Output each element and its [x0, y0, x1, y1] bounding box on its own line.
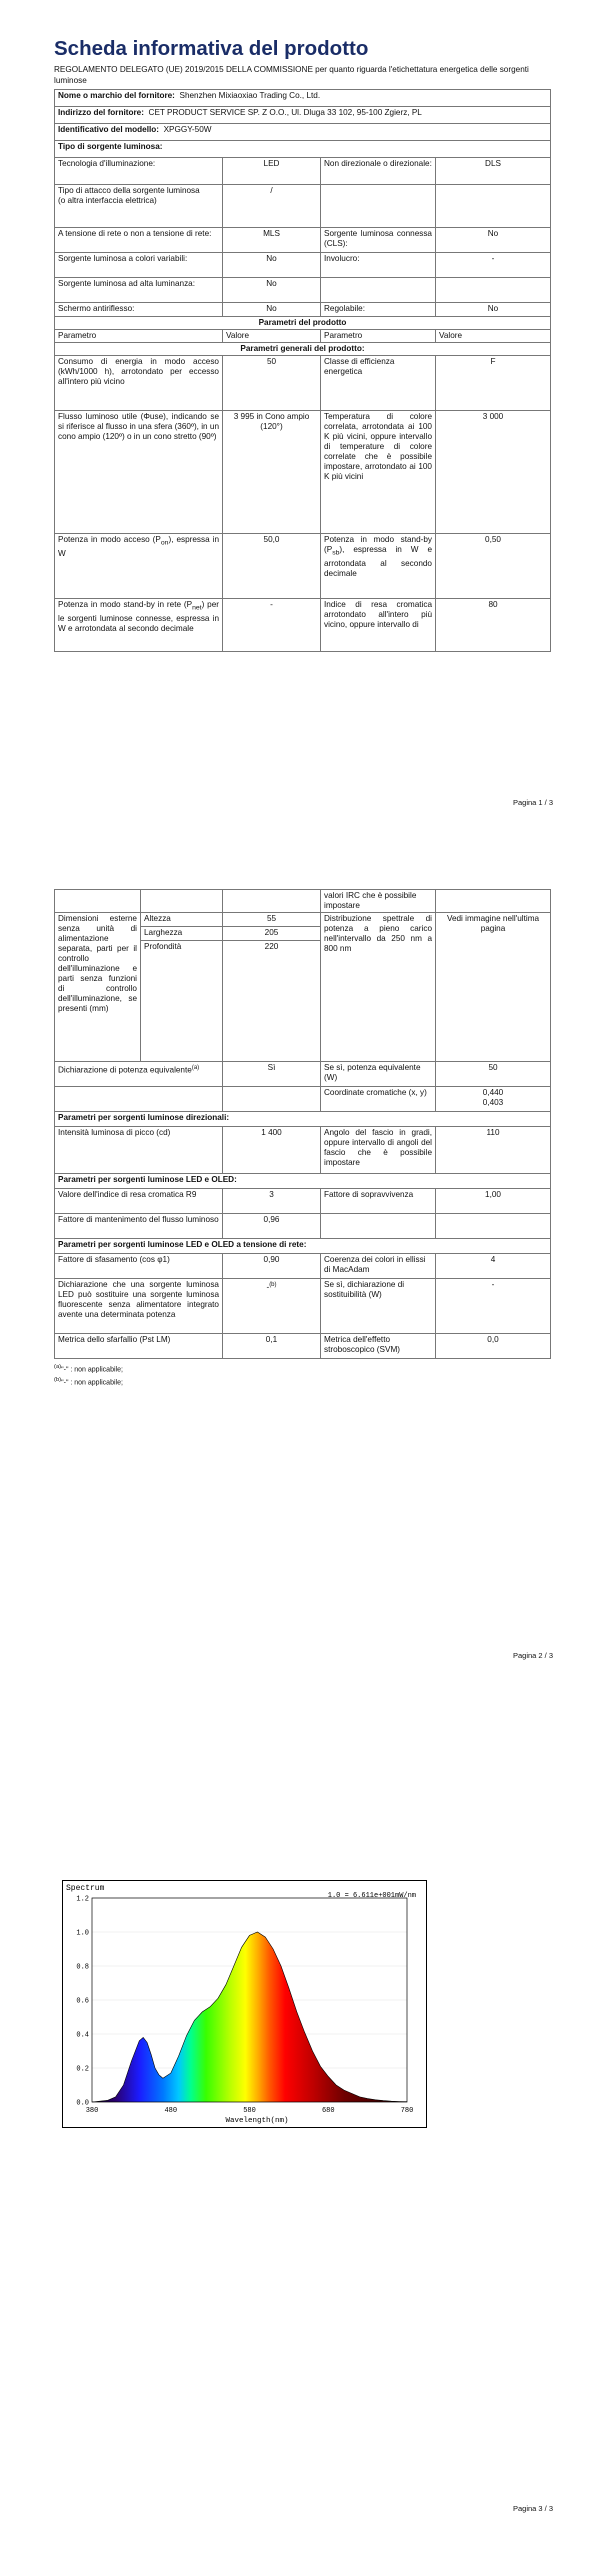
y-tick-label: 1.2 — [76, 1895, 89, 1904]
chroma-label: Coordinate cromatiche (x, y) — [321, 1087, 436, 1112]
supplier-name-value: Shenzhen Mixiaoxiao Trading Co., Ltd. — [179, 91, 321, 100]
energy-row — [55, 356, 551, 411]
model-value: XPGGY-50W — [163, 125, 212, 134]
column-header-row — [55, 330, 551, 343]
cri-cont-label: valori IRC che è possibile impostare — [321, 890, 436, 913]
cri-cont-row — [55, 890, 551, 913]
power-on-label: Potenza in modo acceso $(P_{on})$, espressa in W — [55, 534, 223, 599]
model-label: Identificativo del modello: — [58, 125, 159, 134]
supplier-name-label: Nome o marchio del fornitore: — [58, 91, 175, 100]
survival-label: Fattore di sopravvivenza — [321, 1189, 436, 1214]
technology-row — [55, 158, 551, 185]
beam-label: Angolo del fascio in gradi, oppure intervallo di angoli del fascio che è possibile impostare — [321, 1127, 436, 1174]
product-info-table-continued — [54, 889, 551, 1359]
beam-value: 110 — [436, 1127, 551, 1174]
chroma-row — [55, 1087, 551, 1112]
replace-label: Dichiarazione che una sorgente luminosa LED può sostituire una sorgente luminosa fluorescente senza alimentatore integrato avente una determinata potenza — [55, 1279, 223, 1334]
general-header-row — [55, 343, 551, 356]
cri-value: 80 — [436, 599, 551, 652]
width-label: Larghezza — [141, 927, 223, 941]
spectrum-chart — [62, 1880, 427, 2128]
lumen-maint-label: Fattore di mantenimento del flusso luminoso — [55, 1214, 223, 1239]
x-tick-label: 380 — [85, 2107, 99, 2115]
anti-glare-row — [55, 303, 551, 317]
y-tick-label: 0.6 — [76, 1997, 89, 2006]
x-tick-label: 480 — [164, 2107, 178, 2115]
dir-header: Parametri per sorgenti luminose direzionali: — [55, 1112, 551, 1127]
page-1-content — [54, 36, 550, 652]
connected-label: Sorgente luminosa connessa (CLS): — [321, 228, 436, 253]
footnotes — [54, 1362, 550, 1389]
mains-row — [55, 228, 551, 253]
pf-row — [55, 1254, 551, 1279]
footnote-a: $^{(a)}$"-" : non applicabile; — [54, 1364, 123, 1374]
x-tick-label: 680 — [321, 2107, 335, 2115]
high-luminance-row — [55, 278, 551, 303]
lumen-maint-row — [55, 1214, 551, 1239]
class-label: Classe di efficienza energetica — [321, 356, 436, 411]
peak-row — [55, 1127, 551, 1174]
page-3 — [0, 1706, 603, 2559]
pf-value: 0,90 — [223, 1254, 321, 1279]
footnote-b: $^{(b)}$"-" : non applicabile; — [54, 1377, 123, 1387]
x-tick-label: 780 — [400, 2107, 414, 2115]
r9-row — [55, 1189, 551, 1214]
page-1 — [0, 0, 603, 853]
standby-value: 0,50 — [436, 534, 551, 599]
cct-value: 3 000 — [436, 411, 551, 534]
flicker-value: 0,1 — [223, 1334, 321, 1359]
dimmable-value: No — [436, 303, 551, 317]
led-header: Parametri per sorgenti luminose LED e OLED: — [55, 1174, 551, 1189]
y-tick-label: 0.4 — [76, 2031, 89, 2040]
connected-value: No — [436, 228, 551, 253]
params-header: Parametri del prodotto — [55, 317, 551, 330]
col-param-1: Parametro — [55, 330, 223, 343]
mains-led-header: Parametri per sorgenti luminose LED e OLED a tensione di rete: — [55, 1239, 551, 1254]
tech-label: Tecnologia d'illuminazione: — [55, 158, 223, 185]
flux-row — [55, 411, 551, 534]
r9-value: 3 — [223, 1189, 321, 1214]
mains-label: A tensione di rete o non a tensione di rete: — [55, 228, 223, 253]
equiv-w-value: 50 — [436, 1062, 551, 1087]
class-value: F — [436, 356, 551, 411]
power-on-value: 50,0 — [223, 534, 321, 599]
equiv-w-label: Se sì, potenza equivalente (W) — [321, 1062, 436, 1087]
nondir-label: Non direzionale o direzionale: — [321, 158, 436, 185]
led-header-row — [55, 1174, 551, 1189]
anti-glare-label: Schermo antiriflesso: — [55, 303, 223, 317]
flicker-row — [55, 1334, 551, 1359]
product-info-table — [54, 89, 551, 652]
pf-label: Fattore di sfasamento (cos φ1) — [55, 1254, 223, 1279]
cap-label: Tipo di attacco della sorgente luminosa — [58, 186, 200, 195]
macadam-label: Coerenza dei colori in ellissi di MacAdam — [321, 1254, 436, 1279]
envelope-label: Involucro: — [321, 253, 436, 278]
params-header-row — [55, 317, 551, 330]
chroma-y: 0,403 — [482, 1098, 504, 1107]
cap-row — [55, 185, 551, 228]
height-label: Altezza — [141, 913, 223, 927]
chroma-x: 0,440 — [482, 1088, 504, 1097]
replace-w-value: - — [436, 1279, 551, 1334]
page-number-3: Pagina 3 / 3 — [512, 2504, 553, 2513]
spd-label: Distribuzione spettrale di potenza a pieno carico nell'intervallo da 250 nm a 800 nm — [321, 913, 436, 1062]
svm-value: 0,0 — [436, 1334, 551, 1359]
cri-label: Indice di resa cromatica arrotondato all'intero più vicino, oppure intervallo di — [321, 599, 436, 652]
tech-value: LED — [223, 158, 321, 185]
chart-title: Spectrum — [66, 1884, 105, 1893]
colour-tunable-row — [55, 253, 551, 278]
replace-row — [55, 1279, 551, 1334]
page-number-2: Pagina 2 / 3 — [512, 1651, 553, 1660]
envelope-value: - — [436, 253, 551, 278]
net-standby-row — [55, 599, 551, 652]
nondir-value: DLS — [436, 158, 551, 185]
source-type-row — [55, 141, 551, 158]
model-row — [55, 124, 551, 141]
equiv-row — [55, 1062, 551, 1087]
width-value: 205 — [223, 927, 321, 941]
flux-value: 3 995 in Cono ampio (120°) — [223, 411, 321, 534]
net-standby-value: - — [223, 599, 321, 652]
replace-value: -$^{(b)}$ — [223, 1279, 321, 1334]
flicker-label: Metrica dello sfarfallio (Pst LM) — [55, 1334, 223, 1359]
page-number-1: Pagina 1 / 3 — [512, 798, 553, 807]
peak-label: Intensità luminosa di picco (cd) — [55, 1127, 223, 1174]
r9-label: Valore dell'indice di resa cromatica R9 — [55, 1189, 223, 1214]
chart-annotation: 1.0 = 6.611e+001mW/nm — [327, 1892, 416, 1900]
depth-label: Profondità — [141, 941, 223, 1062]
supplier-name-row — [55, 90, 551, 107]
regulation-text: REGOLAMENTO DELEGATO (UE) 2019/2015 DELLA COMMISSIONE per quanto riguarda l'etichettatura energetica delle sorgenti luminose — [54, 65, 529, 85]
colour-tunable-value: No — [223, 253, 321, 278]
dims-label: Dimensioni esterne senza unità di alimentazione separata, parti per il controllo dell'illuminazione e parti senza funzioni di controllo dell'illuminazione, se presenti (mm) — [55, 913, 141, 1062]
equiv-value: Sì — [223, 1062, 321, 1087]
dimmable-label: Regolabile: — [321, 303, 436, 317]
supplier-address-value: CET PRODUCT SERVICE SP. Z O.O., Ul. Dluga 33 102, 95-100 Zgierz, PL — [148, 108, 422, 117]
y-tick-label: 0.0 — [76, 2099, 89, 2108]
source-type-label: Tipo di sorgente luminosa: — [55, 141, 551, 158]
flux-label: Flusso luminoso utile (Φuse), indicando se si riferisce al flusso in una sfera (360º), in un cono ampio (120º) o in un cono stretto (90º) — [55, 411, 223, 534]
height-value: 55 — [223, 913, 321, 927]
height-row — [55, 913, 551, 927]
cap-label-2: (o altra interfaccia elettrica) — [58, 196, 157, 205]
high-lum-value: No — [223, 278, 321, 303]
macadam-value: 4 — [436, 1254, 551, 1279]
energy-value: 50 — [223, 356, 321, 411]
high-lum-label: Sorgente luminosa ad alta luminanza: — [55, 278, 223, 303]
colour-tunable-label: Sorgente luminosa a colori variabili: — [55, 253, 223, 278]
lumen-maint-value: 0,96 — [223, 1214, 321, 1239]
y-tick-label: 0.8 — [76, 1963, 89, 1972]
spd-value: Vedi immagine nell'ultima pagina — [436, 913, 551, 1062]
col-param-2: Parametro — [321, 330, 436, 343]
peak-value: 1 400 — [223, 1127, 321, 1174]
survival-value: 1,00 — [436, 1189, 551, 1214]
cap-value: / — [223, 185, 321, 228]
supplier-address-row — [55, 107, 551, 124]
mains-led-header-row — [55, 1239, 551, 1254]
y-tick-label: 0.2 — [76, 2065, 89, 2074]
page-2-content — [54, 889, 550, 1389]
page-title: Scheda informativa del prodotto — [54, 37, 369, 60]
page-2 — [0, 853, 603, 1706]
x-axis-label: Wavelength(nm) — [225, 2117, 289, 2125]
general-header: Parametri generali del prodotto: — [55, 343, 551, 356]
net-standby-label: Potenza in modo stand-by in rete $(P_{net})$ per le sorgenti luminose connesse, espressa in W e arrotondata al secondo decimale — [55, 599, 223, 652]
cct-label: Temperatura di colore correlata, arrotondata ai 100 K più vicini, oppure intervallo di temperature di colore correlate che è possibile impostare, arrotondato ai 100 K più vicini — [321, 411, 436, 534]
svm-label: Metrica dell'effetto stroboscopico (SVM) — [321, 1334, 436, 1359]
depth-value: 220 — [223, 941, 321, 1062]
mains-value: MLS — [223, 228, 321, 253]
standby-label: Potenza in modo stand-by $(P_{sb})$, espressa in W e arrotondata al secondo decimale — [321, 534, 436, 599]
x-tick-label: 580 — [243, 2107, 256, 2115]
anti-glare-value: No — [223, 303, 321, 317]
energy-label: Consumo di energia in modo acceso (kWh/1000 h), arrotondato per eccesso all'intero più vicino — [55, 356, 223, 411]
col-value-1: Valore — [223, 330, 321, 343]
replace-w-label: Se sì, dichiarazione di sostituibilità (W) — [321, 1279, 436, 1334]
dir-header-row — [55, 1112, 551, 1127]
col-value-2: Valore — [436, 330, 551, 343]
supplier-address-label: Indirizzo del fornitore: — [58, 108, 144, 117]
y-tick-label: 1.0 — [76, 1929, 89, 1938]
power-on-row — [55, 534, 551, 599]
equiv-label: Dichiarazione di potenza equivalente$^{(a)}$ — [55, 1062, 223, 1087]
